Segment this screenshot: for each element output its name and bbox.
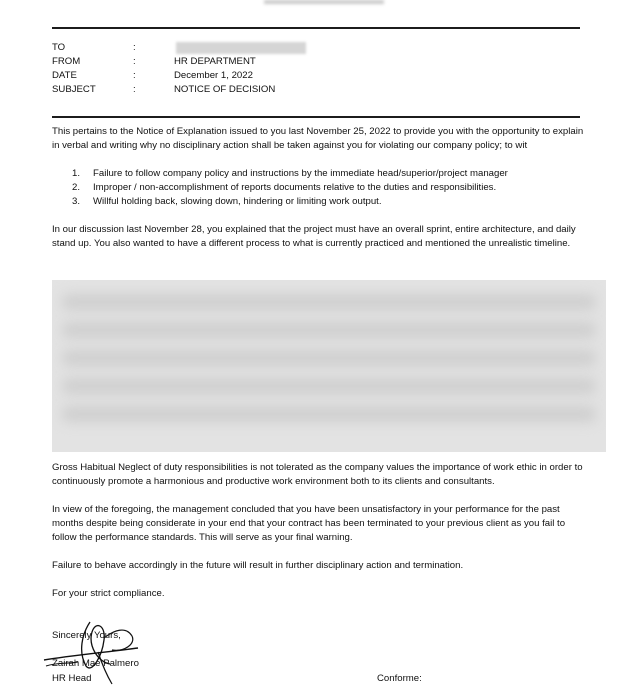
list-item: [72, 181, 572, 195]
intro-paragraph: This pertains to the Notice of Explanation issued to you last November 25, 2022 to provide you with the opportunity to explain in verbal and writing why no disciplinary action shall be taken against you for violating our company policy; to wit: [52, 126, 584, 151]
from-colon: :: [133, 56, 136, 67]
to-label: TO: [52, 42, 66, 53]
redacted-line: [62, 294, 596, 310]
to-row: [52, 41, 580, 55]
from-value: HR DEPARTMENT: [174, 56, 256, 67]
redacted-recipient: [176, 42, 306, 54]
date-colon: :: [133, 70, 136, 81]
redacted-line: [62, 406, 596, 422]
redacted-line: [62, 322, 596, 338]
list-item-number: 3.: [72, 196, 81, 207]
date-value: December 1, 2022: [174, 70, 253, 81]
signer-role: HR Head: [52, 673, 92, 684]
to-colon: :: [133, 42, 136, 53]
list-item-text: Improper / non-accomplishment of reports documents relative to the duties and responsibilities.: [93, 182, 497, 193]
conclusion-paragraph: In view of the foregoing, the management concluded that you have been unsatisfactory in your performance for the past months despite being considerate in your end that your contract has been terminated to your previous client as you fail to follow the performance standards. This will serve as your final warning.: [52, 504, 566, 543]
list-item-number: 1.: [72, 168, 81, 179]
subject-row: [52, 83, 580, 97]
list-item: [72, 195, 572, 209]
date-row: [52, 69, 580, 83]
list-item-number: 2.: [72, 182, 81, 193]
memo-header: [52, 41, 580, 97]
list-item-text: Failure to follow company policy and instructions by the immediate head/superior/project manager: [93, 168, 508, 179]
list-item-text: Willful holding back, slowing down, hindering or limiting work output.: [93, 196, 382, 207]
redacted-line: [62, 378, 596, 394]
from-label: FROM: [52, 56, 81, 67]
list-item: [72, 167, 572, 181]
discussion-paragraph: In our discussion last November 28, you explained that the project must have an overall sprint, entire architecture, and daily stand up. You also wanted to have a different process to what is currently practiced and mentioned the unrealistic timeline.: [52, 224, 576, 249]
from-row: [52, 55, 580, 69]
violations-list: [72, 167, 572, 209]
redacted-header-mark: [264, 0, 384, 4]
signer-name: Zairah Mae Palmero: [52, 658, 139, 669]
redacted-line: [62, 350, 596, 366]
warning-paragraph: Failure to behave accordingly in the future will result in further disciplinary action and termination.: [52, 560, 464, 571]
handwritten-signature: [38, 612, 148, 686]
subject-value: NOTICE OF DECISION: [174, 84, 276, 95]
conforme-label: Conforme:: [377, 673, 422, 684]
closing-salutation: Sincerely Yours,: [52, 630, 121, 641]
date-label: DATE: [52, 70, 77, 81]
header-top-rule: [52, 27, 580, 29]
subject-label: SUBJECT: [52, 84, 96, 95]
header-bottom-rule: [52, 116, 580, 118]
redacted-content-block: [52, 280, 606, 452]
neglect-paragraph: Gross Habitual Neglect of duty responsibilities is not tolerated as the company values the importance of work ethic in order to continuously promote a harmonious and productive work environment both to its clients and consultants.: [52, 462, 583, 487]
subject-colon: :: [133, 84, 136, 95]
compliance-paragraph: For your strict compliance.: [52, 588, 165, 599]
